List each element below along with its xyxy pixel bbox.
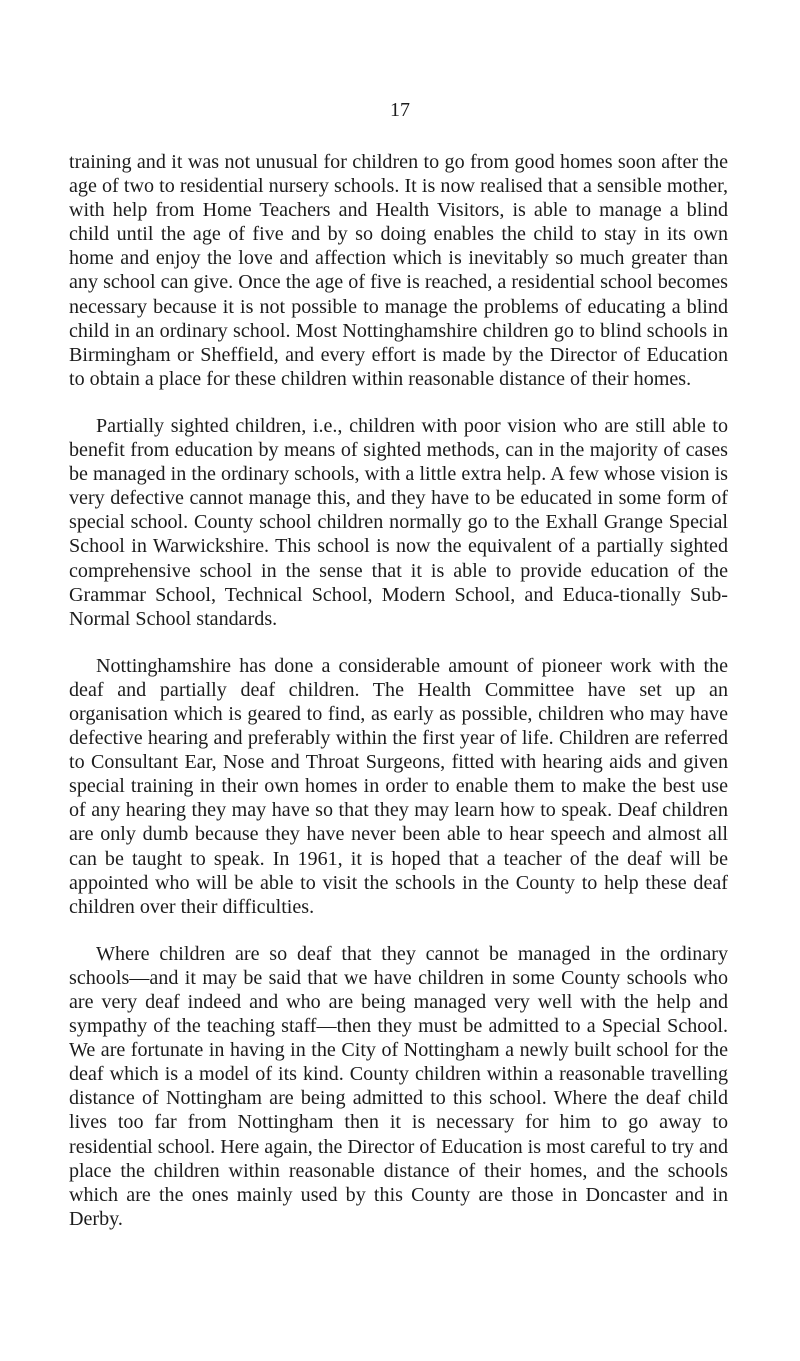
- paragraph-deaf-children: Nottinghamshire has done a considerable amount of pioneer work with the deaf and partially deaf children. The Health Committee have set up an organisation which is geared to find, as early as possible, children who may have defective hearing and preferably within the first year of life. Children are referred to Consultant Ear, Nose and Throat Surgeons, fitted with hearing aids and given special training in their own homes in order to enable them to make the best use of any hearing they may have so that they may learn how to speak. Deaf children are only dumb because they have never been able to hear speech and almost all can be taught to speak. In 1961, it is hoped that a teacher of the deaf will be appointed who will be able to visit the schools in the County to help these deaf children over their difficulties.: [69, 654, 728, 918]
- paragraph-special-schools: Where children are so deaf that they cannot be managed in the ordinary schools—and it may be said that we have children in some County schools who are very deaf indeed and who are being managed very well with the help and sympathy of the teaching staff—then they must be admitted to a Special School. We are fortunate in having in the City of Nottingham a newly built school for the deaf which is a model of its kind. County children within a reasonable travelling distance of Nottingham are being admitted to this school. Where the deaf child lives too far from Nottingham then it is necessary for him to go away to residential school. Here again, the Director of Education is most careful to try and place the children within reasonable distance of their homes, and the schools which are the ones mainly used by this County are those in Doncaster and in Derby.: [69, 942, 728, 1230]
- page-number: 17: [390, 99, 410, 121]
- paragraph-blind-children: training and it was not unusual for children to go from good homes soon after the age of two to residential nursery schools. It is now realised that a sensible mother, with help from Home Teachers and Health Visitors, is able to manage a blind child until the age of five and by so doing enables the child to stay in its own home and enjoy the love and affection which is inevitably so much greater than any school can give. Once the age of five is reached, a residential school becomes necessary because it is not possible to manage the problems of educating a blind child in an ordinary school. Most Nottinghamshire children go to blind schools in Birmingham or Sheffield, and every effort is made by the Director of Education to obtain a place for these children within reasonable distance of their homes.: [69, 151, 728, 390]
- document-body: [69, 150, 728, 1254]
- paragraph-partially-sighted-children: Partially sighted children, i.e., children with poor vision who are still able to benefit from education by means of sighted methods, can in the majority of cases be managed in the ordinary schools, with a little extra help. A few whose vision is very defective cannot manage this, and they have to be educated in some form of special school. County school children normally go to the Exhall Grange Special School in Warwickshire. This school is now the equivalent of a partially sighted comprehensive school in the sense that it is able to provide education of the Grammar School, Technical School, Modern School, and Educa-tionally Sub-Normal School standards.: [69, 414, 728, 630]
